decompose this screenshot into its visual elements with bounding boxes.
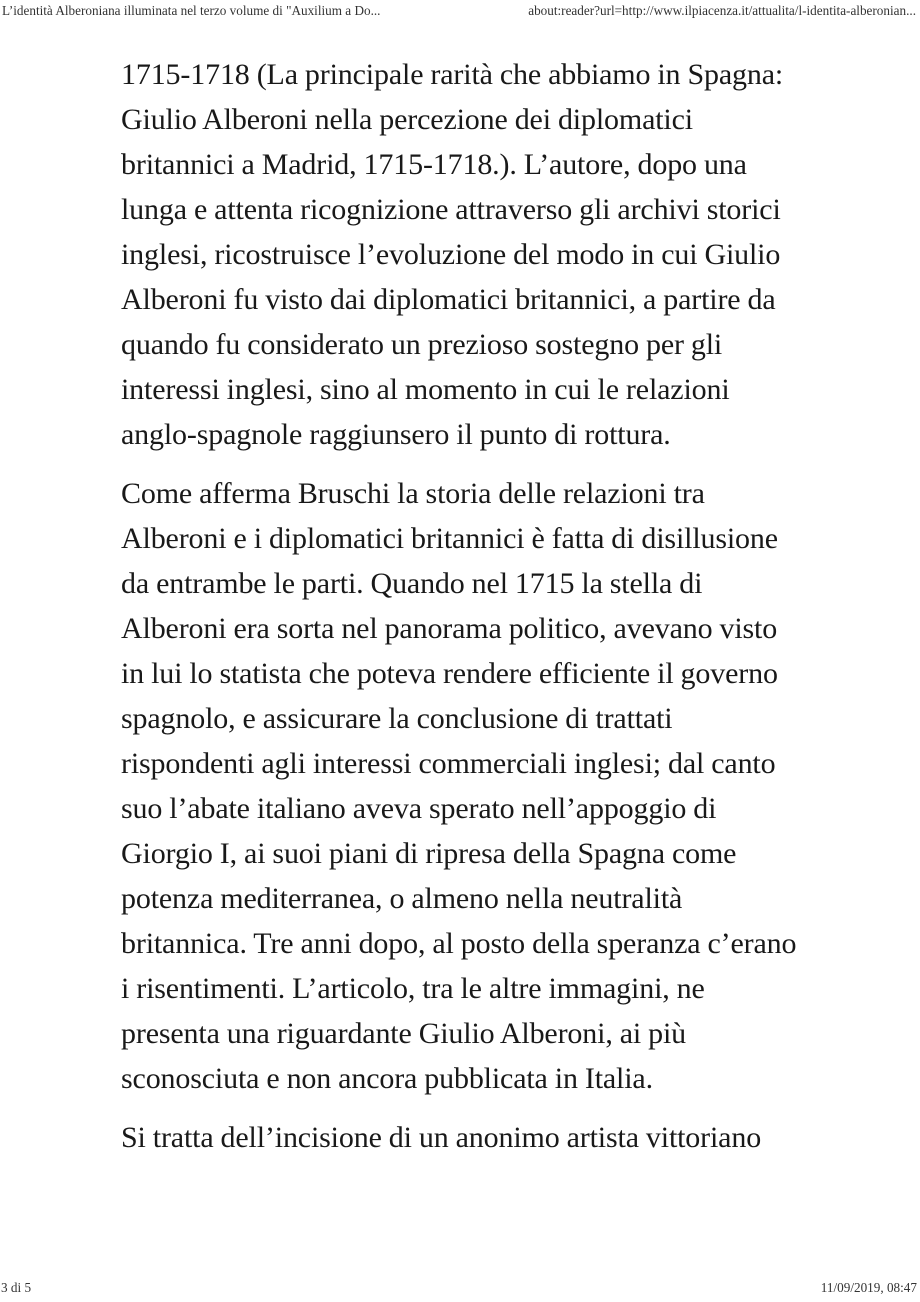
article-paragraph-2: Come afferma Bruschi la storia delle relazioni tra Alberoni e i diplomatici britannici è fatta di disillusione da entrambe le parti. Quando nel 1715 la stella di Alberoni era sorta nel panorama politico, avevano visto in lui lo statista che poteva rendere efficiente il governo spagnolo, e assicurare la conclusione di trattati rispondenti agli interessi commerciali inglesi; dal canto suo l’abate italiano aveva sperato nell’appoggio di Giorgio I, ai suoi piani di ripresa della Spagna come potenza mediterranea, o almeno nella neutralità britannica. Tre anni dopo, al posto della speranza c’erano i risentimenti. L’articolo, tra le altre immagini, ne presenta una riguardante Giulio Alberoni, ai più sconosciuta e non ancora pubblicata in Italia. [121, 477, 797, 1095]
article-body [121, 52, 805, 1160]
print-footer-timestamp: 11/09/2019, 08:47 [820, 1280, 917, 1295]
print-header-url: about:reader?url=http://www.ilpiacenza.it/attualita/l-identita-alberonian... [528, 3, 916, 18]
article-paragraph-3: Si tratta dell’incisione di un anonimo artista vittoriano [121, 1121, 762, 1154]
print-footer-page-indicator: 3 di 5 [1, 1280, 32, 1295]
print-header [0, 0, 920, 26]
article-paragraph-1: 1715-1718 (La principale rarità che abbiamo in Spagna: Giulio Alberoni nella percezione dei diplomatici britannici a Madrid, 1715-1718.). L’autore, dopo una lunga e attenta ricognizione attraverso gli archivi storici inglesi, ricostruisce l’evoluzione del modo in cui Giulio Alberoni fu visto dai diplomatici britannici, a partire da quando fu considerato un prezioso sostegno per gli interessi inglesi, sino al momento in cui le relazioni anglo-spagnole raggiunsero il punto di rottura. [121, 58, 784, 451]
print-footer [0, 1278, 920, 1298]
print-header-document-title: L’identità Alberoniana illuminata nel terzo volume di "Auxilium a Do... [2, 3, 381, 18]
